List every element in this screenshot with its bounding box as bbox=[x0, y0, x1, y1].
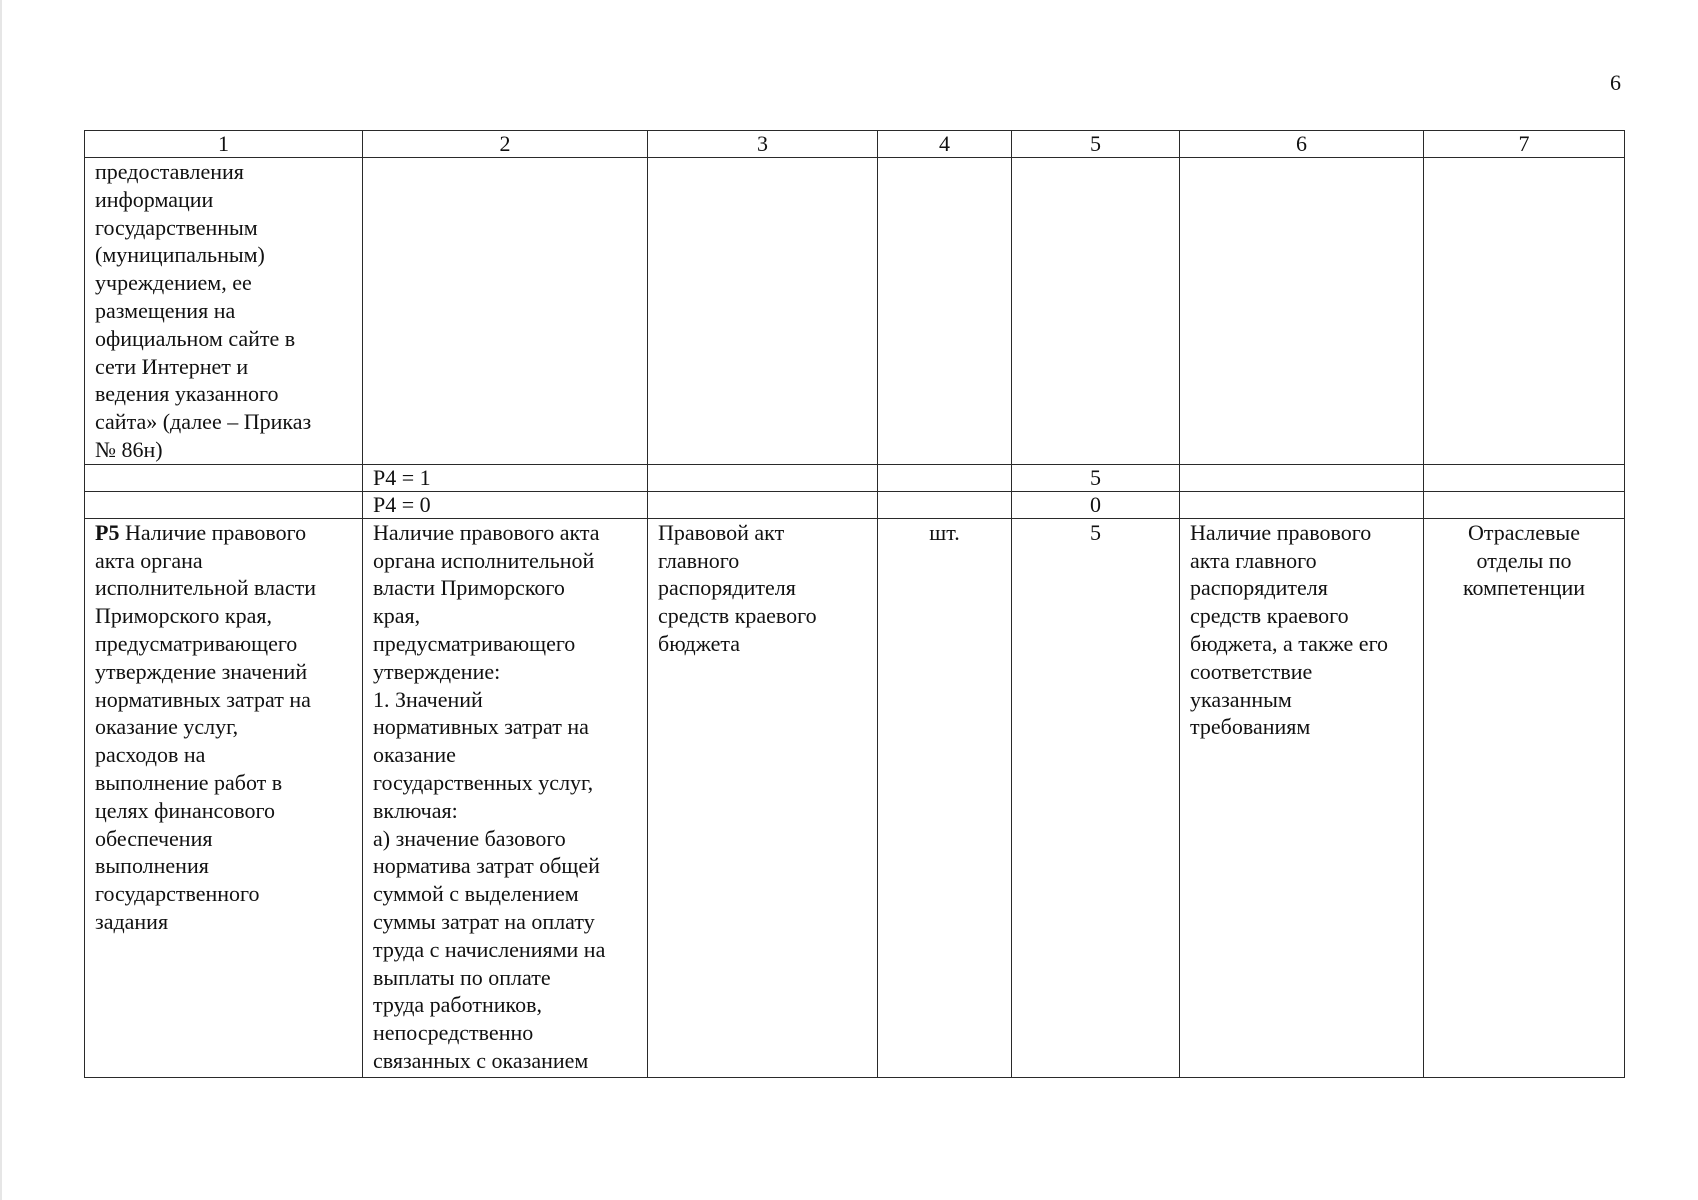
formula-cell: P4 = 0 bbox=[363, 491, 648, 518]
unit-cell bbox=[878, 158, 1012, 465]
source-cell bbox=[648, 464, 878, 491]
score-cell: 0 bbox=[1012, 491, 1180, 518]
criterion-text: Наличие правового акта органа исполнительной власти Приморского края, предусматривающего утверждение значений нормативных затрат на оказание услуг, расходов на выполнение работ в целях финансового обеспечения выполнения государственного задания bbox=[95, 519, 316, 934]
source-cell bbox=[648, 491, 878, 518]
criterion-code: P5 bbox=[95, 519, 120, 545]
page-number: 6 bbox=[1610, 70, 1621, 95]
indicators-table bbox=[84, 130, 1625, 1078]
condition-cell bbox=[1180, 464, 1424, 491]
column-number: 5 bbox=[1012, 131, 1180, 158]
unit-cell bbox=[878, 491, 1012, 518]
criterion-cell bbox=[85, 464, 363, 491]
column-number: 3 bbox=[648, 131, 878, 158]
criterion-cell bbox=[85, 518, 363, 1077]
table-row bbox=[85, 158, 1625, 465]
condition-cell: Наличие правового акта главного распорядителя средств краевого бюджета, а также его соответствие указанным требованиям bbox=[1180, 518, 1424, 1077]
table-row bbox=[85, 518, 1625, 1077]
criterion-cell: предоставления информации государственным (муниципальным) учреждением, ее размещения на официальном сайте в сети Интернет и ведения указанного сайта» (далее – Приказ № 86н) bbox=[85, 158, 363, 465]
score-cell bbox=[1012, 158, 1180, 465]
column-numbers-row bbox=[85, 131, 1625, 158]
formula-cell: P4 = 1 bbox=[363, 464, 648, 491]
scan-edge bbox=[0, 0, 2, 1200]
column-number: 1 bbox=[85, 131, 363, 158]
column-number: 7 bbox=[1424, 131, 1625, 158]
column-number: 4 bbox=[878, 131, 1012, 158]
condition-cell bbox=[1180, 158, 1424, 465]
table-row bbox=[85, 464, 1625, 491]
score-cell: 5 bbox=[1012, 464, 1180, 491]
condition-cell bbox=[1180, 491, 1424, 518]
column-number: 6 bbox=[1180, 131, 1424, 158]
formula-cell: Наличие правового акта органа исполнительной власти Приморского края, предусматривающего утверждение: 1. Значений нормативных затрат на оказание государственных услуг, включая: а) значение базового норматива затрат общей суммой с выделением суммы затрат на оплату труда с начислениями на выплаты по оплате труда работников, непосредственно связанных с оказанием bbox=[363, 518, 648, 1077]
column-number: 2 bbox=[363, 131, 648, 158]
responsible-cell bbox=[1424, 491, 1625, 518]
source-cell: Правовой акт главного распорядителя средств краевого бюджета bbox=[648, 518, 878, 1077]
unit-cell bbox=[878, 464, 1012, 491]
table-row bbox=[85, 491, 1625, 518]
responsible-cell: Отраслевые отделы по компетенции bbox=[1424, 518, 1625, 1077]
unit-cell: шт. bbox=[878, 518, 1012, 1077]
responsible-cell bbox=[1424, 158, 1625, 465]
responsible-cell bbox=[1424, 464, 1625, 491]
score-cell: 5 bbox=[1012, 518, 1180, 1077]
formula-cell bbox=[363, 158, 648, 465]
criterion-cell bbox=[85, 491, 363, 518]
source-cell bbox=[648, 158, 878, 465]
